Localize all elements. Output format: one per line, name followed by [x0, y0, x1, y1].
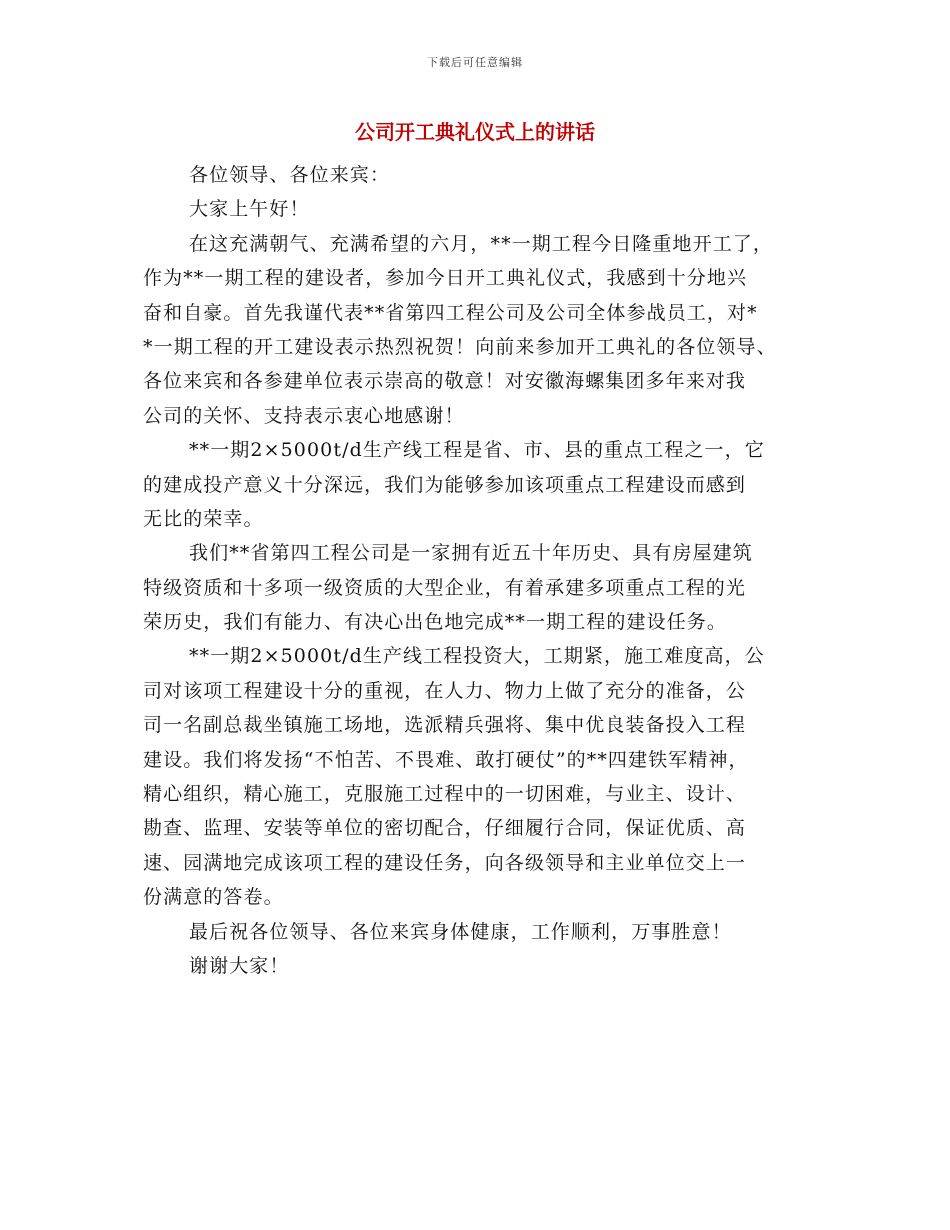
header-note: 下载后可任意编辑 — [427, 56, 523, 69]
body-line: 荣历史，我们有能力、有决心出色地完成**一期工程的建设任务。 — [143, 611, 728, 634]
body-line: 勘查、监理、安装等单位的密切配合，仔细履行合同，保证优质、高 — [143, 817, 747, 840]
body-line: 建设。我们将发扬“不怕苦、不畏难、敢打硬仗”的**四建铁军精神， — [143, 748, 749, 771]
body-line: 最后祝各位领导、各位来宾身体健康，工作顺利，万事胜意！ — [189, 920, 732, 943]
body-line: 司一名副总裁坐镇施工场地，选派精兵强将、集中优良装备投入工程 — [143, 714, 747, 737]
body-line: **一期2×5000t/d生产线工程投资大，工期紧，施工难度高，公 — [189, 645, 765, 668]
body-line: 我们**省第四工程公司是一家拥有近五十年历史、具有房屋建筑 — [189, 542, 753, 565]
body-line: 各位来宾和各参建单位表示崇高的敬意！对安徽海螺集团多年来对我 — [143, 370, 747, 393]
body-line: 无比的荣幸。 — [143, 507, 264, 530]
body-line: **一期2×5000t/d生产线工程是省、市、县的重点工程之一，它 — [189, 439, 765, 462]
body-line: 谢谢大家！ — [189, 954, 290, 977]
body-line: 的建成投产意义十分深远，我们为能够参加该项重点工程建设而感到 — [143, 473, 747, 496]
body-line: 在这充满朝气、充满希望的六月，**一期工程今日隆重地开工了， — [189, 232, 774, 255]
body-line: 作为**一期工程的建设者，参加今日开工典礼仪式，我感到十分地兴 — [143, 267, 748, 290]
document-title: 公司开工典礼仪式上的讲话 — [355, 120, 595, 144]
body-line: 各位领导、各位来宾： — [189, 164, 391, 186]
body-line: 精心组织，精心施工，克服施工过程中的一切困难，与业主、设计、 — [143, 783, 747, 806]
body-line: 速、园满地完成该项工程的建设任务，向各级领导和主业单位交上一 — [143, 851, 747, 874]
body-line: 奋和自豪。首先我谨代表**省第四工程公司及公司全体参战员工，对* — [143, 301, 758, 324]
body-line: 份满意的答卷。 — [143, 886, 284, 909]
body-line: 公司的关怀、支持表示衷心地感谢！ — [143, 404, 465, 427]
body-line: 大家上午好！ — [189, 198, 310, 221]
body-line: *一期工程的开工建设表示热烈祝贺！向前来参加开工典礼的各位领导、 — [143, 335, 777, 358]
body-line: 司对该项工程建设十分的重视，在人力、物力上做了充分的准备，公 — [143, 679, 747, 702]
document-body — [143, 158, 823, 983]
body-line: 特级资质和十多项一级资质的大型企业，有着承建多项重点工程的光 — [143, 576, 747, 599]
